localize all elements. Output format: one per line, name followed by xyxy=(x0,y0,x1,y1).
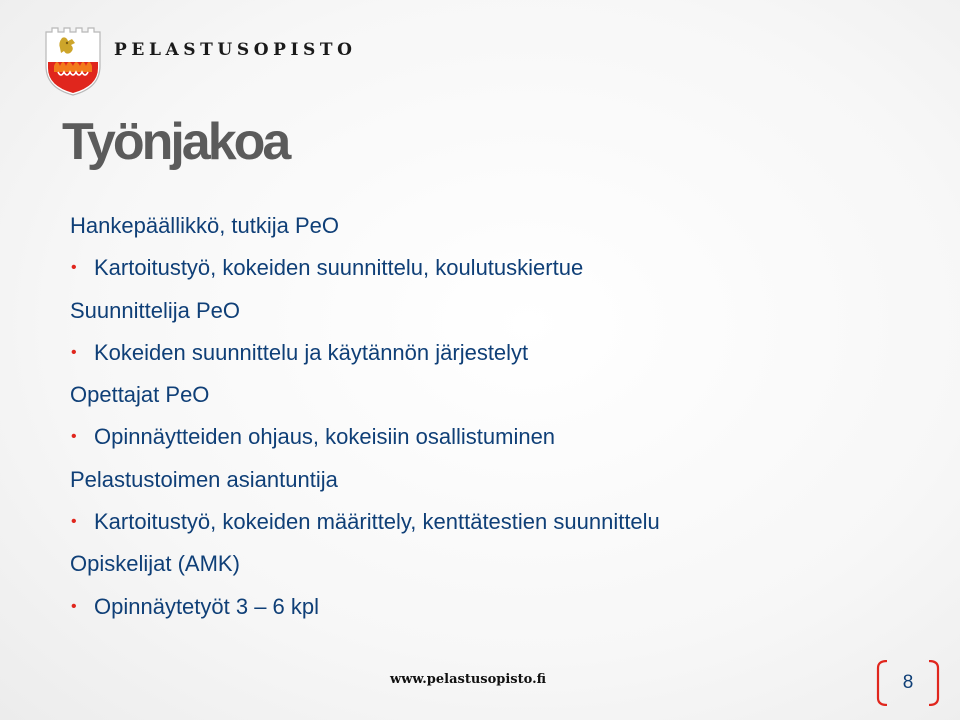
line-text: Opinnäytteiden ohjaus, kokeisiin osallistuminen xyxy=(94,424,556,450)
page-number: 8 xyxy=(902,672,914,693)
bullet-icon: • xyxy=(71,343,77,361)
line-text: Hankepäällikkö, tutkija PeO xyxy=(70,213,340,238)
line-text: Opinnäytetyöt 3 – 6 kpl xyxy=(94,593,320,619)
bullet-icon: • xyxy=(71,597,77,615)
line-text: Opiskelijat (AMK) xyxy=(70,551,240,577)
bullet-item xyxy=(70,332,930,374)
bullet-item xyxy=(70,247,930,289)
role-heading xyxy=(70,290,930,332)
bullet-item xyxy=(70,586,930,628)
line-text: Kokeiden suunnittelu ja käytännön järjestelyt xyxy=(94,339,529,365)
brand-name: PELASTUSOPISTO xyxy=(114,40,357,60)
fire-shield-icon xyxy=(44,26,102,96)
footer-url[interactable]: www.pelastusopisto.fi xyxy=(390,672,547,687)
slide-content xyxy=(70,205,930,628)
slide-title: Työnjakoa xyxy=(62,113,289,171)
bullet-icon: • xyxy=(71,259,77,277)
line-text: Kartoitustyö, kokeiden suunnittelu, koulutuskiertue xyxy=(94,255,584,281)
logo xyxy=(44,26,357,96)
role-heading xyxy=(70,374,930,416)
role-heading xyxy=(70,459,930,501)
line-text: Pelastustoimen asiantuntija xyxy=(70,466,338,492)
line-text: Kartoitustyö, kokeiden määrittely, kenttätestien suunnittelu xyxy=(94,509,660,535)
page-number-box xyxy=(876,660,940,706)
bullet-item xyxy=(70,501,930,543)
role-heading xyxy=(70,543,930,585)
role-heading xyxy=(70,205,930,247)
bullet-item xyxy=(70,416,930,458)
line-text: Suunnittelija PeO xyxy=(70,297,240,323)
line-text: Opettajat PeO xyxy=(70,382,210,408)
bullet-icon: • xyxy=(71,513,77,531)
bullet-icon: • xyxy=(71,428,77,446)
bracket-right-icon xyxy=(928,660,940,706)
